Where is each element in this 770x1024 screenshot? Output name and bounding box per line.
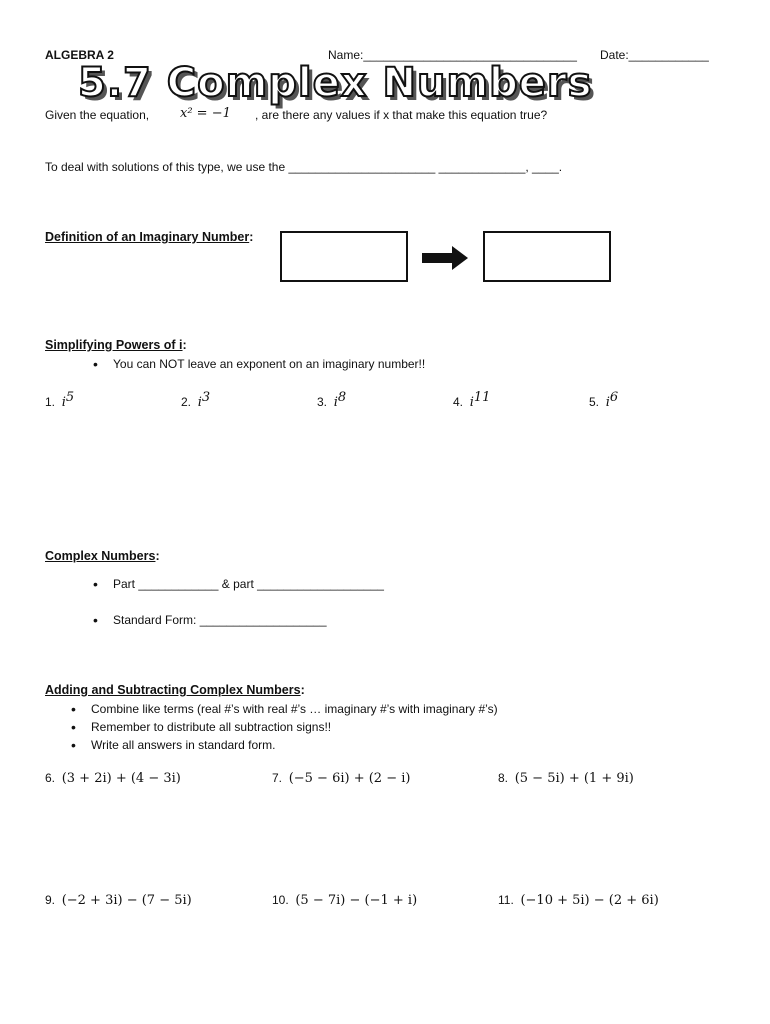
complex-bullet-parts[interactable]: • Part ____________ & part ___________________ <box>113 577 384 591</box>
equation: x² = −1 <box>180 106 231 121</box>
page-title: 5.7 Complex Numbers <box>78 60 593 106</box>
given-text: Given the equation, <box>45 108 150 122</box>
problem-number: 7. <box>272 771 283 785</box>
complex-heading-text: Complex Numbers <box>45 549 156 563</box>
complex-bullet-standard-form[interactable]: • Standard Form: ___________________ <box>113 613 327 627</box>
problem-exponent: 6 <box>609 390 619 405</box>
addsub-problem-9 <box>45 893 192 908</box>
imaginary-heading <box>45 230 253 244</box>
date-field[interactable]: Date:____________ <box>600 48 709 62</box>
powers-heading <box>45 338 187 352</box>
power-problem-5 <box>589 390 618 410</box>
imaginary-heading-colon: : <box>249 230 254 244</box>
problem-base: i <box>333 395 338 410</box>
addsub-problem-11 <box>498 893 659 908</box>
problem-base: i <box>469 395 474 410</box>
addsub-problem-6 <box>45 771 181 786</box>
problem-number: 1. <box>45 395 56 409</box>
right-arrow-icon <box>420 245 470 271</box>
problem-exponent: 11 <box>473 390 491 405</box>
powers-heading-text: Simplifying Powers of i <box>45 338 183 352</box>
deal-text[interactable]: To deal with solutions of this type, we use the ______________________ _____________, ____. <box>45 160 563 174</box>
problem-number: 4. <box>453 395 464 409</box>
addsub-heading-text: Adding and Subtracting Complex Numbers <box>45 683 301 697</box>
problem-exponent: 8 <box>337 390 347 405</box>
imaginary-box-left[interactable] <box>280 231 408 282</box>
addsub-bullet-1: • Combine like terms (real #’s with real #’s … imaginary #’s with imaginary #’s) <box>91 702 498 716</box>
powers-heading-colon: : <box>182 338 187 352</box>
problem-base: i <box>61 395 66 410</box>
power-problem-3 <box>317 390 346 410</box>
power-problem-4 <box>453 390 490 410</box>
addsub-heading-colon: : <box>300 683 305 697</box>
problem-number: 8. <box>498 771 509 785</box>
power-problem-2 <box>181 390 210 410</box>
addsub-bullet-2: • Remember to distribute all subtraction signs!! <box>91 720 331 734</box>
problem-number: 2. <box>181 395 192 409</box>
complex-heading <box>45 549 160 563</box>
problem-expression: (5 − 5i) + (1 + 9i) <box>514 771 634 786</box>
imaginary-heading-text: Definition of an Imaginary Number <box>45 230 250 244</box>
imaginary-box-right[interactable] <box>483 231 611 282</box>
problem-number: 10. <box>272 893 289 907</box>
problem-number: 9. <box>45 893 56 907</box>
problem-number: 6. <box>45 771 56 785</box>
powers-bullet: • You can NOT leave an exponent on an imaginary number!! <box>113 357 425 371</box>
problem-exponent: 5 <box>65 390 75 405</box>
problem-base: i <box>605 395 610 410</box>
problem-base: i <box>197 395 202 410</box>
name-field[interactable]: Name:________________________________ <box>328 48 577 62</box>
problem-expression: (−5 − 6i) + (2 − i) <box>288 771 411 786</box>
power-problem-1 <box>45 390 74 410</box>
addsub-bullet-3: • Write all answers in standard form. <box>91 738 276 752</box>
problem-number: 11. <box>498 893 514 907</box>
addsub-heading <box>45 683 305 697</box>
problem-exponent: 3 <box>201 390 211 405</box>
question-text: , are there any values if x that make this equation true? <box>255 108 548 122</box>
course-label: ALGEBRA 2 <box>45 48 114 62</box>
problem-expression: (−10 + 5i) − (2 + 6i) <box>520 893 659 908</box>
addsub-problem-8 <box>498 771 634 786</box>
problem-expression: (3 + 2i) + (4 − 3i) <box>61 771 181 786</box>
problem-number: 5. <box>589 395 600 409</box>
problem-expression: (5 − 7i) − (−1 + i) <box>295 893 418 908</box>
problem-number: 3. <box>317 395 328 409</box>
addsub-problem-7 <box>272 771 410 786</box>
complex-heading-colon: : <box>155 549 160 563</box>
addsub-problem-10 <box>272 893 417 908</box>
problem-expression: (−2 + 3i) − (7 − 5i) <box>61 893 192 908</box>
